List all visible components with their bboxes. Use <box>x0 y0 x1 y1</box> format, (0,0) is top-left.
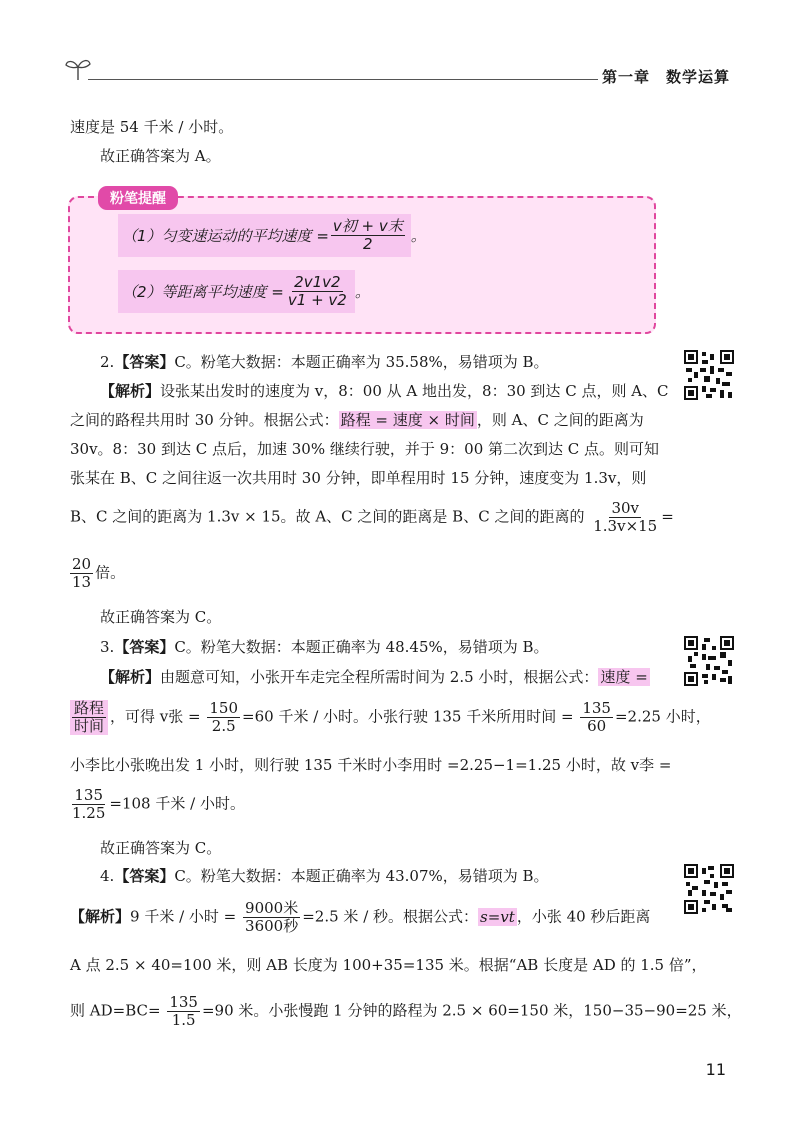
q3-analysis-line-2 <box>70 700 711 735</box>
q4-analysis-line-3 <box>70 994 742 1029</box>
formula-2-denominator: v1 + v2 <box>287 291 347 309</box>
q4-number: 4. <box>100 867 115 885</box>
intro-line-1: 速度是 54 千米 / 小时。 <box>70 118 234 136</box>
q4-text-3a: 则 AD=BC= <box>70 1001 161 1020</box>
q3-analysis-tag: 【解析】 <box>100 668 161 686</box>
q2-text-2a: 之间的路程共用时 30 分钟。根据公式： <box>70 411 339 429</box>
q2-text-6b: 倍。 <box>95 563 126 582</box>
header-rule <box>88 79 598 80</box>
formula-1-prefix: （1）匀变速运动的平均速度 = <box>122 227 329 245</box>
q2-text-5b: = <box>661 507 674 526</box>
q2-analysis-tag: 【解析】 <box>100 382 161 400</box>
q4-fraction-1-num: 9000米 <box>245 899 299 917</box>
q3-answer-line <box>100 637 549 657</box>
q2-fraction-1 <box>591 500 659 535</box>
q2-analysis-line-6 <box>70 556 125 591</box>
q2-analysis-line-3: 30v。8：30 到达 C 点后，加速 30% 继续行驶，并于 9：00 第二次到达 C 点。则可知 <box>70 440 660 458</box>
q3-answer-tag: 【答案】 <box>114 638 175 656</box>
q4-analysis-line-2: A 点 2.5 × 40=100 米，则 AB 长度为 100+35=135 米。根据“AB 长度是 AD 的 1.5 倍”， <box>70 956 707 974</box>
q3-highlight-num: 路程 <box>74 699 105 717</box>
q3-fraction-1-num: 150 <box>209 699 239 717</box>
q4-formula-highlight: s=vt <box>480 907 515 926</box>
tip-label: 粉笔提醒 <box>98 186 178 210</box>
page-number: 11 <box>705 1060 726 1079</box>
tip-formula-2 <box>118 270 370 313</box>
q3-highlight-den: 时间 <box>74 717 105 735</box>
q3-formula-highlight: 速度 = <box>600 668 648 686</box>
q3-text-4b: =108 千米 / 小时。 <box>109 794 245 813</box>
q4-fraction-2 <box>167 994 200 1029</box>
q2-fraction-1-den: 1.3v×15 <box>593 517 658 535</box>
q3-text-2c: =2.25 小时， <box>614 707 711 726</box>
q3-text-2b: =60 千米 / 小时。小张行驶 135 千米所用时间 = <box>242 707 574 726</box>
q2-fraction-2 <box>70 556 93 591</box>
q4-answer-line <box>100 866 549 886</box>
q3-analysis-line-3: 小李比小张晚出发 1 小时，则行驶 135 千米时小李用时 =2.25−1=1.25 小时，故 v李 = <box>70 756 672 774</box>
q2-formula-highlight: 路程 = 速度 × 时间 <box>340 411 475 429</box>
qr-code-icon[interactable] <box>684 864 734 914</box>
intro-line-2: 故正确答案为 A。 <box>100 147 221 165</box>
formula-2-fraction <box>286 274 349 309</box>
chapter-title: 第一章 数学运算 <box>601 68 730 86</box>
q3-conclusion: 故正确答案为 C。 <box>100 839 222 857</box>
formula-1-numerator: v初 + v末 <box>332 217 403 235</box>
qr-code-icon[interactable] <box>684 636 734 686</box>
formula-1-end: 。 <box>410 227 426 245</box>
q2-fraction-2-den: 13 <box>72 573 92 591</box>
q3-fraction-2-num: 135 <box>582 699 611 717</box>
q2-text-2b: ，则 A、C 之间的距离为 <box>476 411 644 429</box>
q2-answer-line <box>100 352 549 372</box>
q2-fraction-2-num: 20 <box>72 555 92 573</box>
q2-analysis-text-1: 设张某出发时的速度为 v，8：00 从 A 地出发，8：30 到达 C 点，则 A、C <box>160 382 669 400</box>
q3-fraction-2-den: 60 <box>587 717 607 735</box>
tip-formula-1 <box>118 214 426 257</box>
q4-fraction-2-num: 135 <box>169 993 198 1011</box>
q4-text-1b: =2.5 米 / 秒。根据公式： <box>302 907 479 926</box>
q4-analysis-tag: 【解析】 <box>70 907 131 926</box>
q3-fraction-1 <box>207 700 240 735</box>
q3-fraction-3-num: 135 <box>74 786 104 804</box>
formula-2-prefix: （2）等距离平均速度 = <box>122 283 284 301</box>
q4-fraction-1 <box>243 900 300 935</box>
q2-text-5a: B、C 之间的距离为 1.3v × 15。故 A、C 之间的距离是 B、C 之间的距离的 <box>70 507 585 526</box>
q4-text-1c: ，小张 40 秒后距离 <box>516 907 651 926</box>
q3-number: 3. <box>100 638 115 656</box>
formula-1-denominator: 2 <box>363 235 373 253</box>
q2-answer-text: C。粉笔大数据：本题正确率为 35.58%，易错项为 B。 <box>174 353 549 371</box>
q3-fraction-3 <box>70 787 107 822</box>
formula-2-numerator: 2v1v2 <box>294 273 341 291</box>
q4-text-3b: =90 米。小张慢跑 1 分钟的路程为 2.5 × 60=150 米，150−35−90=25 米， <box>201 1001 742 1020</box>
q3-analysis-line-1 <box>100 667 650 687</box>
q4-fraction-2-den: 1.5 <box>171 1011 196 1029</box>
q2-analysis-line-4: 张某在 B、C 之间往返一次共用时 30 分钟，即单程用时 15 分钟，速度变为 1.3v，则 <box>70 469 647 487</box>
q3-highlight-fraction <box>70 700 108 735</box>
formula-2-end: 。 <box>354 283 370 301</box>
q2-answer-tag: 【答案】 <box>114 353 175 371</box>
q2-analysis-line-2 <box>70 410 644 430</box>
q3-text-1a: 由题意可知，小张开车走完全程所需时间为 2.5 小时，根据公式： <box>160 668 599 686</box>
formula-1-fraction <box>331 218 405 253</box>
q4-text-1a: 9 千米 / 小时 = <box>130 907 237 926</box>
qr-code-icon[interactable] <box>684 350 734 400</box>
q3-fraction-1-den: 2.5 <box>211 717 236 735</box>
q2-conclusion: 故正确答案为 C。 <box>100 608 222 626</box>
q4-analysis-line-1 <box>70 900 650 935</box>
q2-number: 2. <box>100 353 115 371</box>
q3-answer-text: C。粉笔大数据：本题正确率为 48.45%，易错项为 B。 <box>174 638 549 656</box>
q2-analysis-line-5 <box>70 500 674 535</box>
q4-fraction-1-den: 3600秒 <box>245 917 299 935</box>
q3-analysis-line-4 <box>70 787 245 822</box>
q4-answer-tag: 【答案】 <box>114 867 175 885</box>
q2-analysis-line-1 <box>100 381 669 401</box>
q3-fraction-2 <box>580 700 613 735</box>
q3-fraction-3-den: 1.25 <box>72 804 106 822</box>
q3-text-2a: ，可得 v张 = <box>110 707 201 726</box>
q4-answer-text: C。粉笔大数据：本题正确率为 43.07%，易错项为 B。 <box>174 867 549 885</box>
q2-fraction-1-num: 30v <box>611 499 639 517</box>
